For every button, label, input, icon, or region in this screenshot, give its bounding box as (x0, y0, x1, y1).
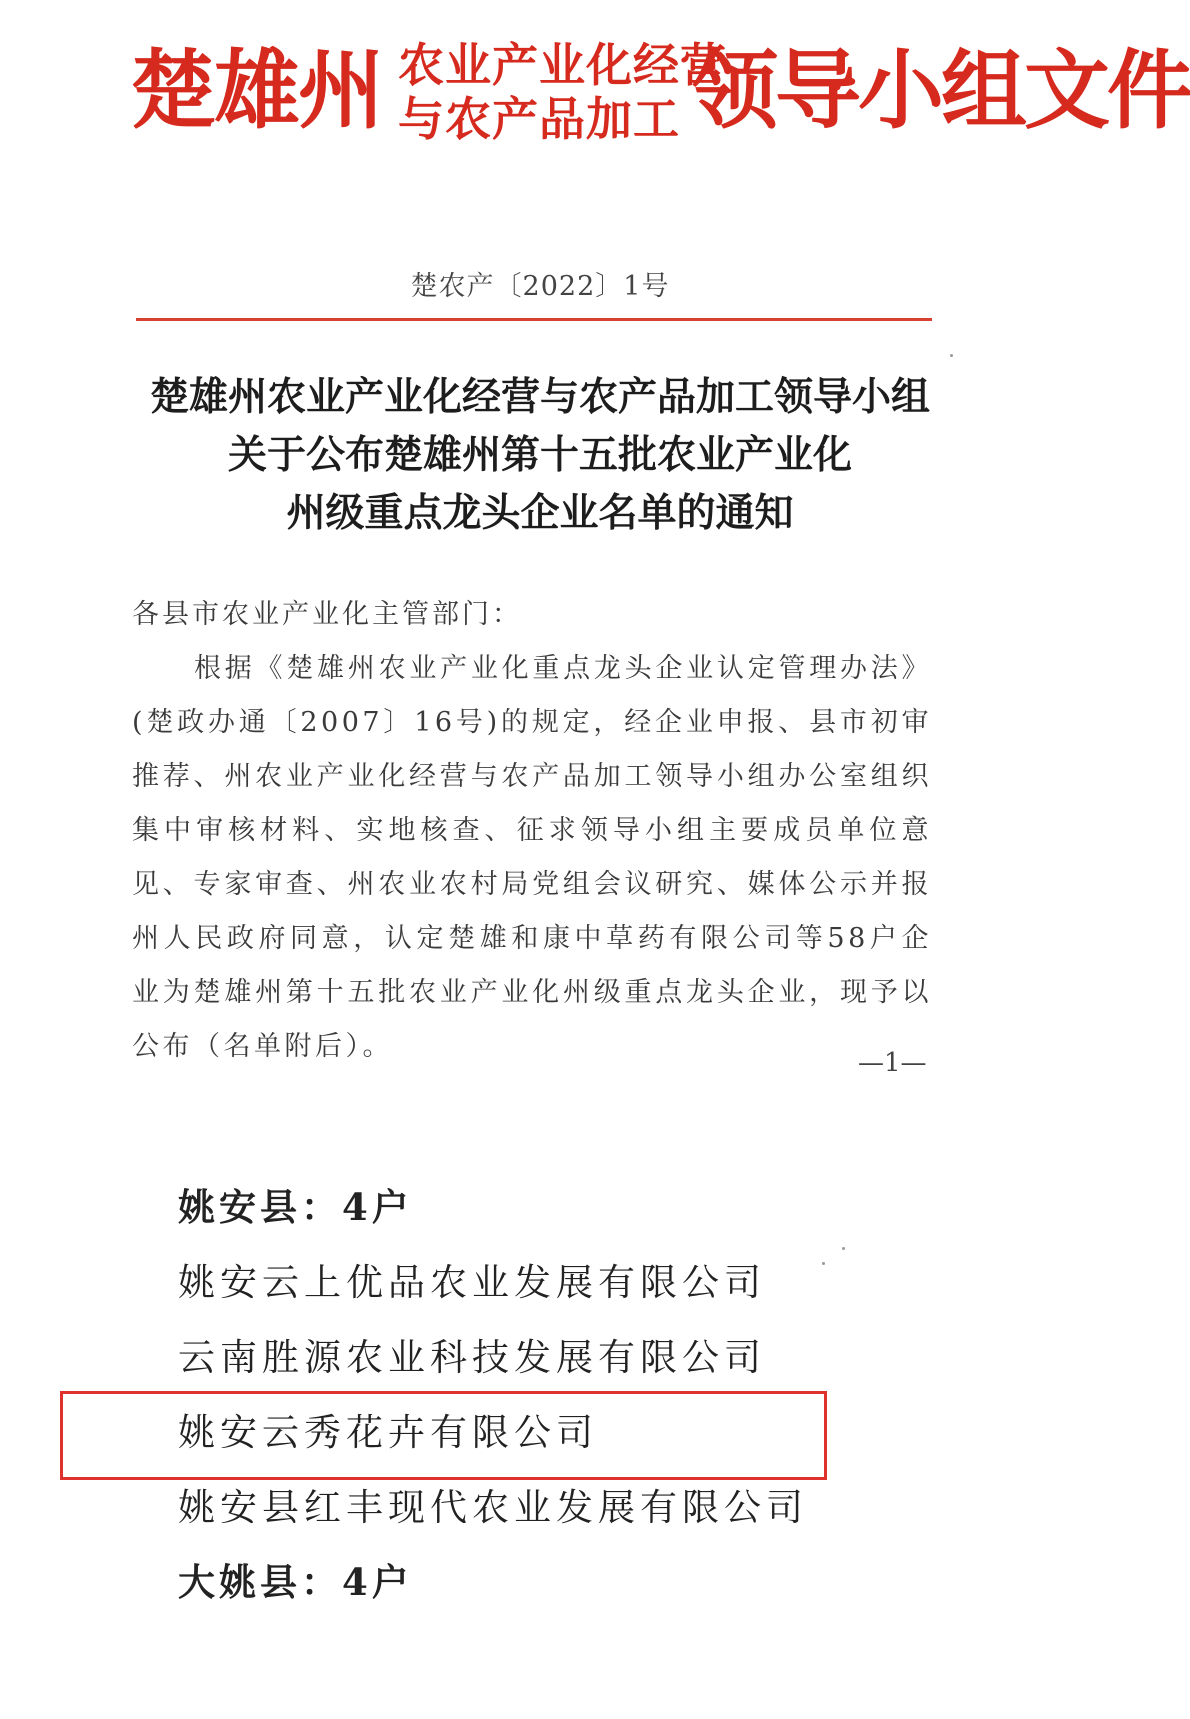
scan-speck (842, 1247, 845, 1250)
body-paragraph: 根据《楚雄州农业产业化重点龙头企业认定管理办法》(楚政办通〔2007〕16号)的规定，经企业申报、县市初审推荐、州农业产业化经营与农产品加工领导小组办公室组织集中审核材料、实地核查、征求领导小组主要成员单位意见、专家审查、州农业农村局党组会议研究、媒体公示并报州人民政府同意，认定楚雄和康中草药有限公司等58户企业为楚雄州第十五批农业产业化州级重点龙头企业，现予以公布（名单附后）。 (132, 653, 932, 1062)
page-number: —1— (858, 1048, 927, 1078)
header-organization-line2: 与农产品加工 (398, 92, 680, 146)
document-header (130, 30, 1190, 160)
document-number: 楚农产〔2022〕1号 (410, 271, 670, 302)
header-organization-line1: 农业产业化经营 (398, 38, 727, 92)
header-organization (398, 38, 727, 146)
title-line1: 楚雄州农业产业化经营与农产品加工领导小组 (149, 374, 930, 420)
document-title (0, 368, 1080, 542)
list-item: 姚安县红丰现代农业发展有限公司 (178, 1486, 808, 1529)
county-heading-yaoan: 姚安县：4户 (178, 1185, 413, 1229)
list-item-highlighted: 姚安云秀花卉有限公司 (178, 1411, 598, 1454)
scan-speck (822, 1262, 825, 1265)
header-divider (136, 318, 932, 321)
header-document-type: 领导小组文件 (692, 40, 1190, 141)
salutation: 各县市农业产业化主管部门： (132, 599, 522, 630)
highlight-box (60, 1391, 827, 1480)
list-item: 姚安云上优品农业发展有限公司 (178, 1261, 766, 1304)
document-body (132, 588, 932, 1074)
title-line3: 州级重点龙头企业名单的通知 (286, 490, 794, 536)
scan-speck (950, 354, 953, 357)
list-item: 云南胜源农业科技发展有限公司 (178, 1336, 766, 1379)
header-region-name: 楚雄州 (130, 40, 382, 141)
county-heading-dayao: 大姚县：4户 (178, 1560, 413, 1604)
title-line2: 关于公布楚雄州第十五批农业产业化 (227, 432, 852, 478)
